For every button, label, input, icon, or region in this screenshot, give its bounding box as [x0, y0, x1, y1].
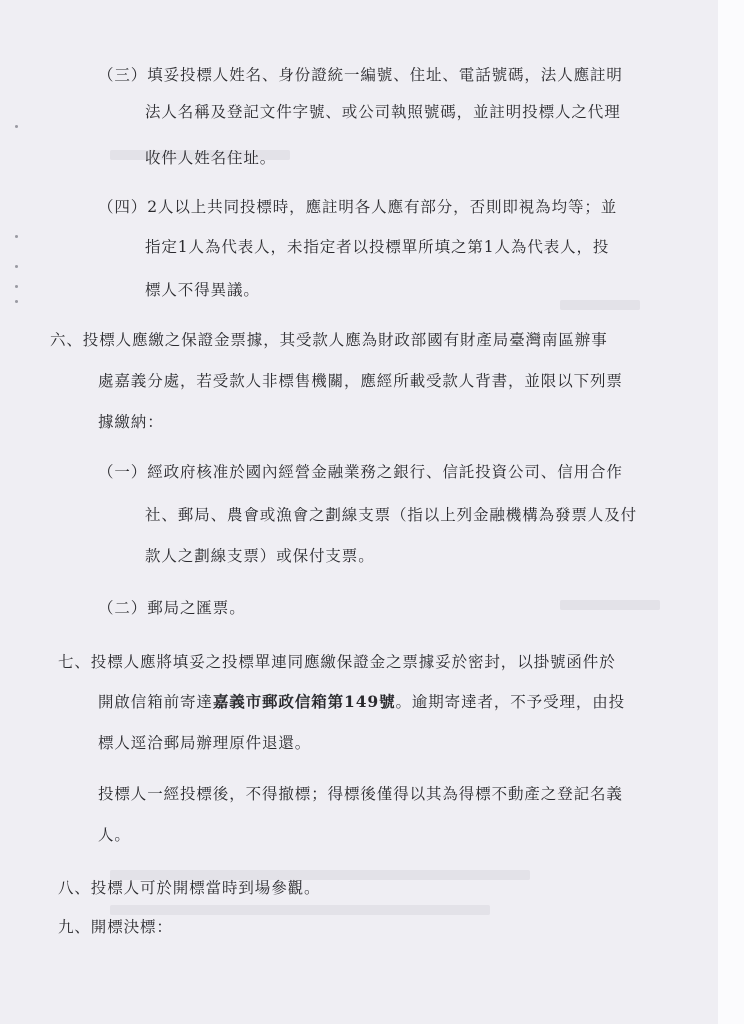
item-4-line-3: 標人不得異議。	[145, 281, 260, 299]
item-3-line-3: 收件人姓名住址。	[145, 149, 277, 167]
section-6-sub-2: （二）郵局之匯票。	[98, 599, 246, 617]
section-7-para-2-line-1: 投標人一經投標後，不得撤標；得標後僅得以其為得標不動產之登記名義	[98, 785, 623, 803]
bleed-through-mark	[110, 905, 490, 915]
section-7-line-3: 標人逕洽郵局辦理原件退還。	[98, 734, 312, 752]
section-6-sub-1-line-1: （一）經政府核准於國內經營金融業務之銀行、信託投資公司、信用合作	[98, 463, 623, 481]
section-6-sub-1-line-3: 款人之劃線支票）或保付支票。	[145, 547, 375, 565]
item-3-line-1: （三）填妥投標人姓名、身份證統一編號、住址、電話號碼，法人應註明	[98, 66, 623, 84]
item-3-marker: （三）	[98, 66, 148, 84]
po-box-address: 嘉義市郵政信箱第149號	[212, 692, 396, 711]
sub-1-marker: （一）	[98, 463, 148, 481]
bleed-through-mark	[560, 600, 660, 610]
section-6-line-2: 處嘉義分處，若受款人非標售機關，應經所載受款人背書，並限以下列票	[98, 372, 623, 390]
binding-mark	[15, 285, 18, 288]
section-7-line-1: 七、投標人應將填妥之投標單連同應繳保證金之票據妥於密封，以掛號函件於	[58, 653, 616, 671]
binding-mark	[15, 235, 18, 238]
item-4-line-2: 指定1人為代表人，未指定者以投標單所填之第1人為代表人，投	[145, 238, 610, 256]
section-6-line-3: 據繳納：	[98, 413, 164, 431]
bleed-through-mark	[560, 300, 640, 310]
binding-mark	[15, 300, 18, 303]
item-3-line-2: 法人名稱及登記文件字號、或公司執照號碼，並註明投標人之代理	[145, 103, 621, 121]
section-8: 八、投標人可於開標當時到場參觀。	[58, 879, 321, 897]
section-6-line-1: 六、投標人應繳之保證金票據，其受款人應為財政部國有財產局臺灣南區辦事	[50, 331, 608, 349]
item-4-marker: （四）	[98, 198, 148, 216]
binding-mark	[15, 265, 18, 268]
binding-mark	[15, 125, 18, 128]
section-6-sub-1-line-2: 社、郵局、農會或漁會之劃線支票（指以上列金融機構為發票人及付	[145, 506, 638, 524]
sub-2-marker: （二）	[98, 599, 148, 617]
section-7-line-2: 開啟信箱前寄達嘉義市郵政信箱第149號。逾期寄達者，不予受理，由投	[98, 692, 626, 711]
section-9: 九、開標決標：	[58, 918, 173, 936]
scan-edge	[718, 0, 744, 1024]
section-7-para-2-line-2: 人。	[98, 826, 131, 844]
item-4-line-1: （四）2人以上共同投標時，應註明各人應有部分，否則即視為均等；並	[98, 198, 618, 216]
